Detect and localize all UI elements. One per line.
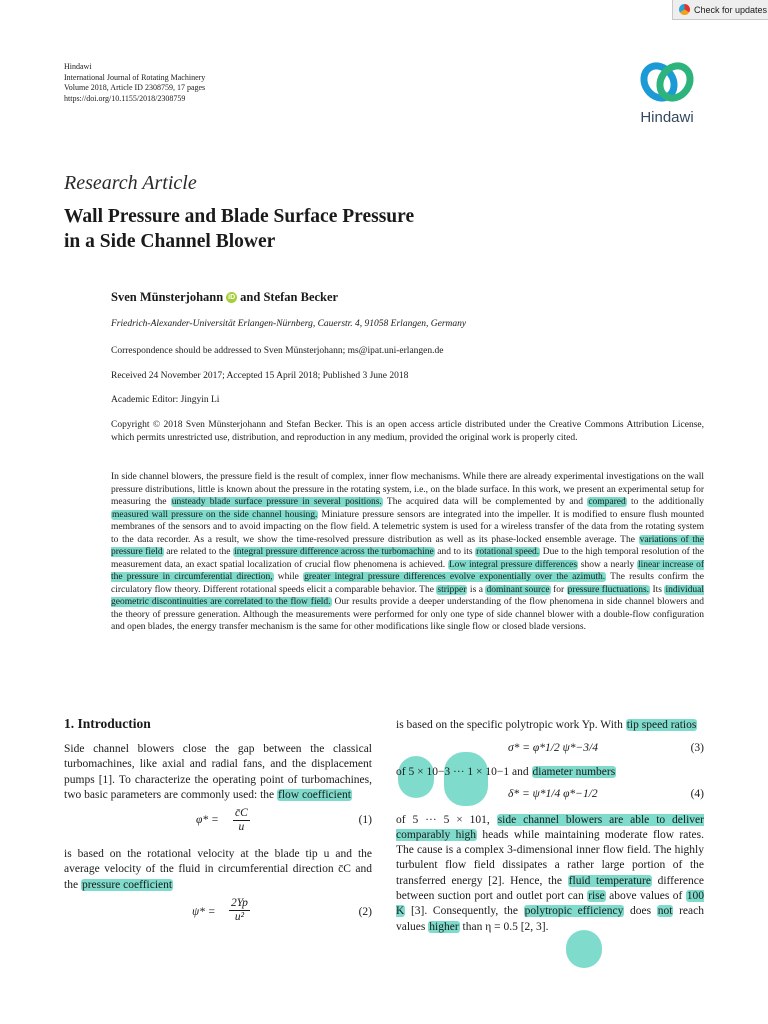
text-run: and to its [434,547,476,557]
intro-paragraph-3 [396,718,704,733]
text-run: In side channel blowers, the pressure field is the result of complex, inner flow mechanisms. While there are already experimental investigations on the wall pressure distributions, little is known about the pressure in the rotating system, i.e., on the blade surface. In this work, we present an experimental setup for measuring the [111,472,704,507]
highlight-mark [566,930,602,968]
equation-3 [396,733,704,765]
highlighted-text: linear increase of the pressure in circumferential direction, [111,559,705,582]
equation-1 [64,803,372,847]
highlighted-text: flow coefficient [278,788,351,801]
publisher-name: Hindawi [64,62,92,71]
eq2-denominator: u² [234,911,245,924]
highlighted-text: variations of the pressure field [111,534,704,557]
text-run: heads while maintaining moderate flow rates. The cause is a complex 3-dimensional inner flow field. The highly turbulent flow field dissipates a rather large portion of the transferred energy [2]. Hence, the [396,828,704,887]
highlighted-text: 100 K [396,890,704,918]
text-run: does [624,905,657,918]
paper-title [64,204,704,254]
eq4-number: (4) [690,787,704,800]
highlighted-text: individual geometric discontinuities are correlated to the flow field. [111,584,705,607]
author-2[interactable]: and Stefan Becker [240,290,339,304]
hindawi-logo[interactable] [630,60,704,126]
right-column [396,718,704,935]
highlighted-text: side channel blowers are able to deliver comparably high [396,813,704,841]
highlighted-text: tip speed ratios [626,719,697,731]
text-run: Miniature pressure sensors are integrated into the impeller. It is modified to ensure flush mounted membranes of the sensors and to avoid impacting on the flow field. A telemetric system is used for a wireless transfer of the data from the rotating system to the data recorder. As a result, we show the time-resolved pressure distribution as well as its phase-locked ensemble average. The [111,509,705,545]
highlighted-text: polytropic efficiency [524,905,624,918]
title-line-2: in a Side Channel Blower [64,231,276,252]
left-column [64,742,372,937]
affiliation: Friedrich-Alexander-Universität Erlangen-Nürnberg, Cauerstr. 4, 91058 Erlangen, Germany [111,319,467,329]
eq2-lhs: ψ* = [192,906,216,919]
logo-wordmark: Hindawi [640,109,694,126]
text-run: Due to the high temporal resolution of the measurement data, an exact spatial localization of crucial flow phenomena is achieved. [111,547,704,570]
text-run: The acquired data will be complemented by and [382,497,588,507]
hindawi-logo-icon [637,60,697,104]
text-run: of 5 ··· 5 × 101, [396,813,497,826]
highlighted-text: diameter numbers [532,766,616,779]
text-run: is based on the specific polytropic work Yp. With [396,719,626,731]
eq2-numerator: 2Yp [231,897,248,910]
equation-2 [64,893,372,937]
check-updates-label: Check for updates [694,4,768,15]
article-type: Research Article [64,172,197,194]
title-line-1: Wall Pressure and Blade Surface Pressure [64,206,415,227]
highlighted-text: measured wall pressure on the side channel housing. [112,509,318,520]
highlighted-text: unsteady blade surface pressure in several positions. [171,497,382,507]
text-run: while [273,572,304,582]
highlighted-text: rise [588,890,605,903]
author-1[interactable]: Sven Münsterjohann [111,290,224,304]
journal-name: International Journal of Rotating Machinery [64,72,206,82]
eq2-number: (2) [358,906,372,919]
highlighted-text: fluid temperature [568,874,651,887]
copyright-notice: Copyright © 2018 Sven Münsterjohann and Stefan Becker. This is an open access article distributed under the Creative Commons Attribution License, which permits unrestricted use, distribution, and reproduction in any medium, provided the original work is properly cited. [111,420,704,443]
text-run: of 5 × 10−3 ··· 1 × 10−1 and [396,766,532,779]
eq2-fraction [229,897,250,924]
highlighted-text: not [657,905,673,918]
highlighted-text: pressure fluctuations. [567,584,650,595]
eq1-fraction [233,807,250,834]
text-run: Side channel blowers close the gap between the classical turbomachines, like axial and radial fans, and the displacement pumps [1]. To characterize the operating point of turbomachines, two basic parameters are commonly used: the [64,743,372,801]
text-run: for [550,584,567,595]
intro-paragraph-2 [64,847,372,893]
highlighted-text: greater integral pressure differences evolve exponentially over the azimuth. [304,572,606,582]
text-run: are related to the [163,547,234,557]
highlighted-text: integral pressure difference across the turbomachine [234,547,434,557]
eq1-numerator: c̄C [235,807,248,820]
text-run: difference between suction port and outlet port can [396,874,704,903]
academic-editor: Academic Editor: Jingyin Li [111,395,220,405]
text-run: The results confirm the circulatory flow theory. Different rotational speeds elicit a comparable behavior. The [111,572,704,595]
text-run: [3]. Consequently, the [405,905,524,918]
correspondence: Correspondence should be addressed to Sven Münsterjohann; ms@ipat.uni-erlangen.de [111,346,444,356]
eq3-number: (3) [690,742,704,755]
update-icon [679,4,690,15]
check-for-updates-button[interactable] [672,0,768,20]
highlighted-text: compared [588,497,626,507]
text-run: than η = 0.5 [2, 3]. [459,920,549,933]
article-meta [64,62,205,104]
intro-paragraph-5 [396,813,704,935]
eq1-denominator: u [238,821,245,834]
highlighted-text: higher [429,920,459,933]
highlighted-text: rotational speed. [476,547,540,557]
text-run: is based on the rotational velocity at the blade tip u and the average velocity of the fluid in circumferential direction c̄C and the [64,848,372,891]
author-line [111,290,338,305]
publication-dates: Received 24 November 2017; Accepted 15 April 2018; Published 3 June 2018 [111,371,409,381]
doi-link[interactable]: https://doi.org/10.1155/2018/2308759 [64,93,186,103]
highlighted-text: dominant source [486,584,550,595]
orcid-icon[interactable]: iD [228,294,236,301]
text-run: Its [650,584,665,595]
eq4-expression: δ* = ψ*1/4 φ*−1/2 [508,787,598,800]
highlighted-text: Low integral pressure differences [448,559,578,570]
highlighted-text: stripper [437,584,467,595]
text-run: above values of [605,890,686,903]
highlighted-text: pressure coefficient [81,878,173,891]
equation-4 [396,781,704,813]
abstract [111,471,704,634]
text-run: reach values [396,905,704,933]
intro-paragraph-4 [396,765,704,780]
text-run: is a [467,584,486,595]
text-run: show a nearly [578,559,637,570]
eq3-expression: σ* = φ*1/2 ψ*−3/4 [508,742,598,755]
eq1-lhs: φ* = [196,814,219,827]
volume-info: Volume 2018, Article ID 2308759, 17 pages [64,83,206,92]
section-heading-introduction: 1. Introduction [64,716,151,731]
text-run: Our results provide a deeper understanding of the flow phenomena in side channel blowers and the theory of pressure generation. Although the measurements were performed for only one type of side channel blower with a double-flow configuration and open blades, the energy transfer mechanism is the same for other modifications like single flow or closed blade versions. [111,597,704,632]
eq1-number: (1) [358,814,372,827]
intro-paragraph-1 [64,742,372,803]
text-run: to the additionally [626,497,704,507]
